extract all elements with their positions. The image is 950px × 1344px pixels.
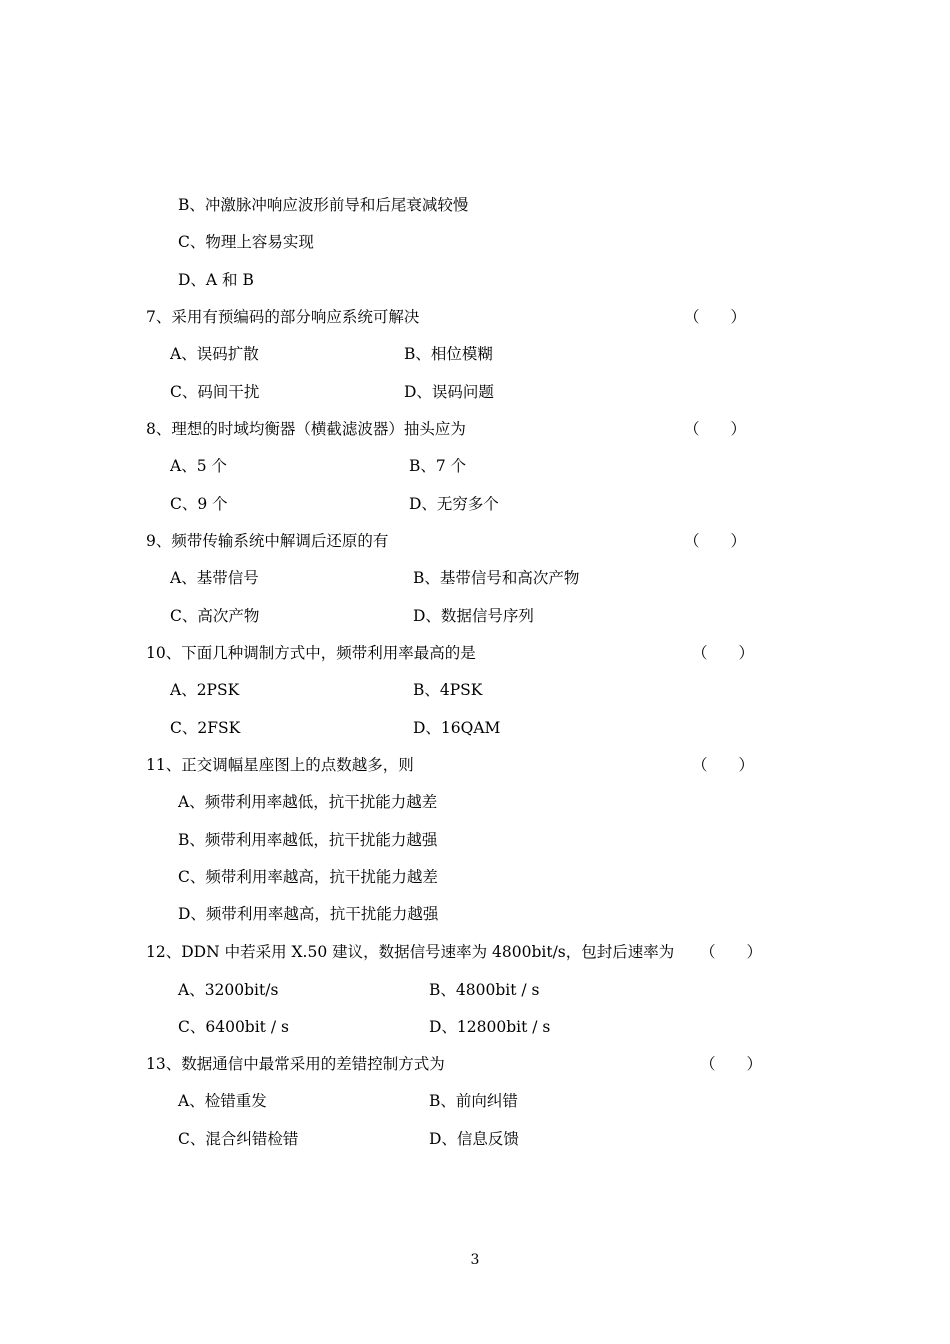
option-text: A、3200bit/s: [178, 981, 279, 999]
option-text: D、16QAM: [413, 719, 501, 737]
answer-bracket: （ ）: [684, 420, 747, 438]
option-text: A、2PSK: [170, 681, 240, 699]
option-text: A、检错重发: [178, 1092, 267, 1110]
question-stem: 11、正交调幅星座图上的点数越多，则: [146, 756, 414, 774]
answer-bracket: （ ）: [692, 756, 755, 774]
answer-bracket: （ ）: [700, 943, 763, 961]
question-stem: 7、采用有预编码的部分响应系统可解决: [146, 308, 420, 326]
question-stem: 10、下面几种调制方式中，频带利用率最高的是: [146, 644, 476, 662]
option-text: A、5 个: [170, 457, 227, 475]
option-text: D、A 和 B: [178, 271, 254, 289]
option-text: B、基带信号和高次产物: [413, 569, 580, 587]
option-text: B、前向纠错: [429, 1092, 518, 1110]
question-stem: 8、理想的时域均衡器（横截滤波器）抽头应为: [146, 420, 466, 438]
answer-bracket: （ ）: [692, 644, 755, 662]
answer-bracket: （ ）: [684, 308, 747, 326]
question-stem: 9、频带传输系统中解调后还原的有: [146, 532, 389, 550]
question-stem: 12、DDN 中若采用 X.50 建议，数据信号速率为 4800bit/s，包封后速率为: [146, 943, 675, 961]
option-text: C、物理上容易实现: [178, 233, 314, 251]
option-text: D、无穷多个: [409, 495, 499, 513]
option-text: A、基带信号: [170, 569, 259, 587]
option-text: B、7 个: [409, 457, 467, 475]
option-text: C、9 个: [170, 495, 228, 513]
page-number: 3: [470, 1252, 480, 1268]
option-text: B、相位模糊: [404, 345, 493, 363]
option-text: A、误码扩散: [170, 345, 259, 363]
answer-bracket: （ ）: [700, 1055, 763, 1073]
option-text: D、信息反馈: [429, 1130, 519, 1148]
option-text: B、4PSK: [413, 681, 483, 699]
option-text: C、频带利用率越高，抗干扰能力越差: [178, 868, 438, 886]
option-text: D、数据信号序列: [413, 607, 534, 625]
option-text: C、6400bit / s: [178, 1018, 289, 1036]
option-text: C、2FSK: [170, 719, 241, 737]
option-text: A、频带利用率越低，抗干扰能力越差: [178, 793, 438, 811]
option-text: C、码间干扰: [170, 383, 260, 401]
option-text: C、混合纠错检错: [178, 1130, 299, 1148]
option-text: B、频带利用率越低，抗干扰能力越强: [178, 831, 438, 849]
option-text: B、4800bit / s: [429, 981, 540, 999]
answer-bracket: （ ）: [684, 532, 747, 550]
option-text: C、高次产物: [170, 607, 260, 625]
option-text: D、频带利用率越高，抗干扰能力越强: [178, 905, 439, 923]
option-text: B、冲激脉冲响应波形前导和后尾衰减较慢: [178, 196, 469, 214]
question-stem: 13、数据通信中最常采用的差错控制方式为: [146, 1055, 445, 1073]
option-text: D、12800bit / s: [429, 1018, 551, 1036]
option-text: D、误码问题: [404, 383, 494, 401]
